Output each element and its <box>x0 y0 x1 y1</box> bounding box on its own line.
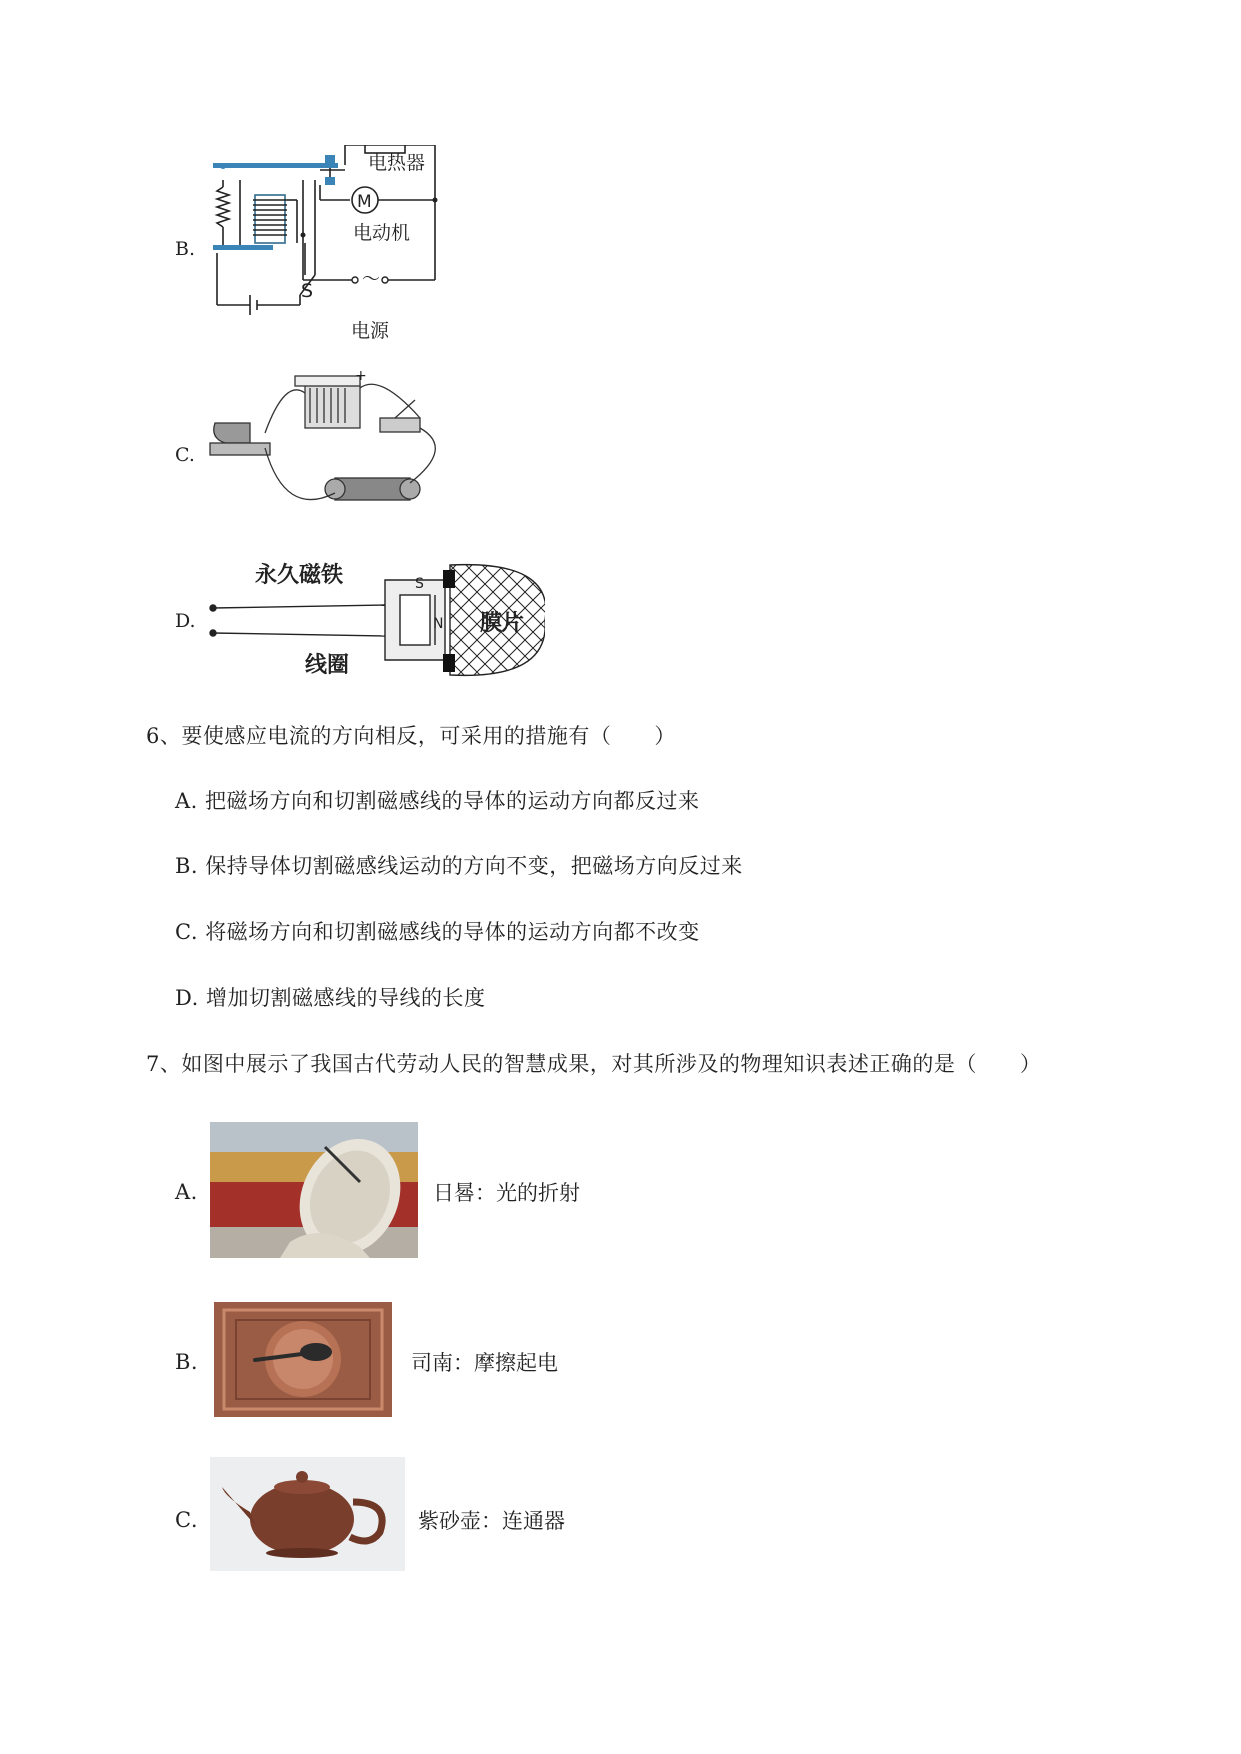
option-letter: B. <box>175 238 196 260</box>
option-text: 将磁场方向和切割磁感线的导体的运动方向都不改变 <box>205 920 700 944</box>
option-letter: C. <box>175 1508 198 1532</box>
q6-option-c[interactable] <box>175 916 700 946</box>
question-7-stem: 7、如图中展示了我国古代劳动人民的智慧成果，对其所涉及的物理知识表述正确的是（ ） <box>146 1052 1042 1076</box>
teapot-photo <box>210 1457 405 1571</box>
plus-sign: + <box>355 368 367 384</box>
motor-symbol: M <box>357 192 372 212</box>
option-letter: D. <box>175 986 199 1010</box>
option-text: 保持导体切割磁感线运动的方向不变，把磁场方向反过来 <box>205 854 743 878</box>
option-text: 把磁场方向和切割磁感线的导体的运动方向都反过来 <box>205 789 700 813</box>
q7-option-c-text[interactable]: 紫砂壶：连通器 <box>418 1509 565 1533</box>
option-letter: C. <box>175 920 198 944</box>
switch-label: S <box>301 280 314 302</box>
question-6-stem: 6、要使感应电流的方向相反，可采用的措施有（ ） <box>146 724 676 748</box>
sundial-photo <box>210 1122 418 1258</box>
motor-label: 电动机 <box>353 222 411 244</box>
option-letter: A. <box>175 789 198 813</box>
q6-option-d[interactable] <box>175 982 485 1012</box>
q7-option-a-text[interactable]: 日晷：光的折射 <box>433 1181 580 1205</box>
option-text: 增加切割磁感线的导线的长度 <box>205 986 486 1010</box>
coil-label: 线圈 <box>305 653 350 678</box>
apparatus-drawing <box>205 368 455 533</box>
speaker-diagram <box>205 560 545 685</box>
q7-option-b-text[interactable]: 司南：摩擦起电 <box>411 1351 558 1375</box>
heater-label: 电热器 <box>368 152 426 174</box>
option-letter: B. <box>175 1350 199 1374</box>
source-label: 电源 <box>351 320 390 342</box>
s-pole: S <box>415 576 424 592</box>
q6-option-b[interactable] <box>175 850 743 880</box>
option-letter: B. <box>175 854 199 878</box>
relay-circuit-diagram <box>205 145 470 350</box>
sinan-photo <box>210 1298 396 1421</box>
diaphragm-label: 膜片 <box>480 611 525 636</box>
ac-symbol: ～ <box>362 269 380 290</box>
q6-option-a[interactable] <box>175 785 700 815</box>
option-letter: A. <box>175 1180 198 1204</box>
option-letter: C. <box>175 444 195 466</box>
option-letter: D. <box>175 610 196 632</box>
magnet-label: 永久磁铁 <box>255 563 344 588</box>
n-pole: N <box>433 616 444 632</box>
